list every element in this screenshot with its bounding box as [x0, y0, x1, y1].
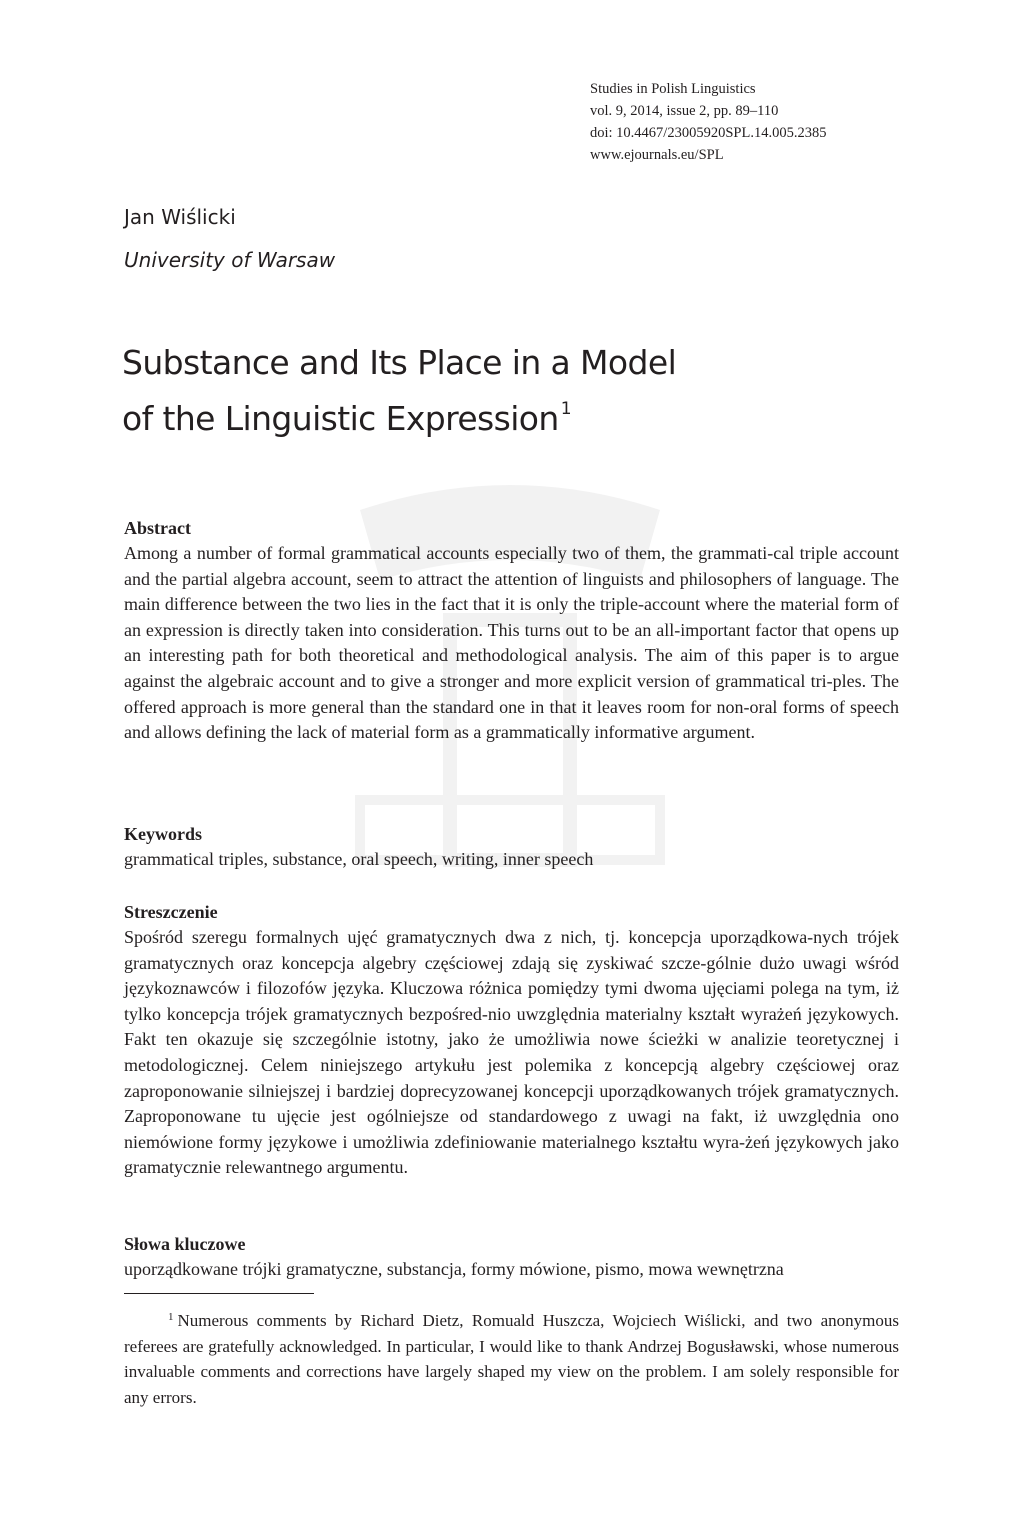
- streszczenie-heading: Streszczenie: [124, 902, 218, 922]
- footnote-text: Numerous comments by Richard Dietz, Romuald Huszcza, Wojciech Wiślicki, and two anonymous referees are gratefully acknowledged. In particular, I would like to thank Andrzej Bogusławski, whose numerous invaluable comments and corrections have largely shaped my view on the problem. I am solely responsible for any errors.: [124, 1311, 899, 1407]
- streszczenie-text: Spośród szeregu formalnych ujęć gramatycznych dwa z nich, tj. koncepcja uporządkowa-nych trójek gramatycznych oraz koncepcja algebry częściowej zdają się zyskiwać szcze-gólnie dużo uwagi wśród językoznawców i filozofów języka. Kluczowa różnica pomiędzy tymi dwoma ujęciami polega na tym, iż tylko koncepcja trójek gramatycznych bezpośred-nio uwzględnia materialny kształt wyrażeń językowych. Fakt ten okazuje się szczególnie istotny, jako że umożliwia nowe ścieżki w analizie teoretycznej i metodologicznej. Celem niniejszego artykułu jest polemika z koncepcją algebry częściowej oraz zaproponowanie silniejszej i bardziej doprecyzowanej koncepcji uporządkowanych trójek gramatycznych. Zaproponowane tu ujęcie jest ogólniejsze od standardowego z uwagi na fakt, iż uwzględnia ono niemówione formy językowe i umożliwia zdefiniowanie materialnego kształtu wyra-żeń językowych jako gramatycznie relewantnego argumentu.: [124, 927, 899, 1178]
- journal-issue: vol. 9, 2014, issue 2, pp. 89–110: [590, 103, 779, 119]
- journal-info: [590, 78, 826, 166]
- slowa-kluczowe-section: [124, 1232, 899, 1283]
- journal-name: Studies in Polish Linguistics: [590, 81, 756, 97]
- title-footnote-mark[interactable]: 1: [560, 399, 571, 419]
- footnote: [124, 1305, 899, 1410]
- title-line-2-text: of the Linguistic Expression: [122, 399, 559, 438]
- footnote-divider: [124, 1293, 314, 1294]
- author-name: Jan Wiślicki: [124, 205, 236, 229]
- keywords-text: grammatical triples, substance, oral speech, writing, inner speech: [124, 849, 594, 869]
- keywords-heading: Keywords: [124, 824, 202, 844]
- abstract-heading: Abstract: [124, 518, 191, 538]
- slowa-kluczowe-heading: Słowa kluczowe: [124, 1234, 246, 1254]
- abstract-section: [124, 516, 899, 746]
- footnote-mark: 1: [168, 1311, 174, 1323]
- slowa-kluczowe-text: uporządkowane trójki gramatyczne, substancja, formy mówione, pismo, mowa wewnętrzna: [124, 1259, 784, 1279]
- paper-title: [122, 340, 676, 442]
- author-affiliation: University of Warsaw: [124, 248, 336, 272]
- journal-doi: doi: 10.4467/23005920SPL.14.005.2385: [590, 125, 827, 141]
- journal-url[interactable]: www.ejournals.eu/SPL: [590, 147, 724, 163]
- streszczenie-section: [124, 900, 899, 1181]
- title-line-2: [122, 386, 676, 442]
- keywords-section: [124, 822, 899, 873]
- title-line-1: Substance and Its Place in a Model: [122, 343, 677, 382]
- abstract-text: Among a number of formal grammatical accounts especially two of them, the grammati-cal triple account and the partial algebra account, seem to attract the attention of linguists and philosophers of language. The main difference between the two lies in the fact that it is only the triple-account where the material form of an expression is directly taken into consideration. This turns out to be an all-important factor that opens up an interesting path for both theoretical and methodological analysis. The aim of this paper is to argue against the algebraic account and to give a stronger and more explicit version of grammatical tri-ples. The offered approach is more general than the standard one in that it leaves room for non-oral forms of speech and allows defining the lack of material form as a grammatically informative argument.: [124, 543, 899, 743]
